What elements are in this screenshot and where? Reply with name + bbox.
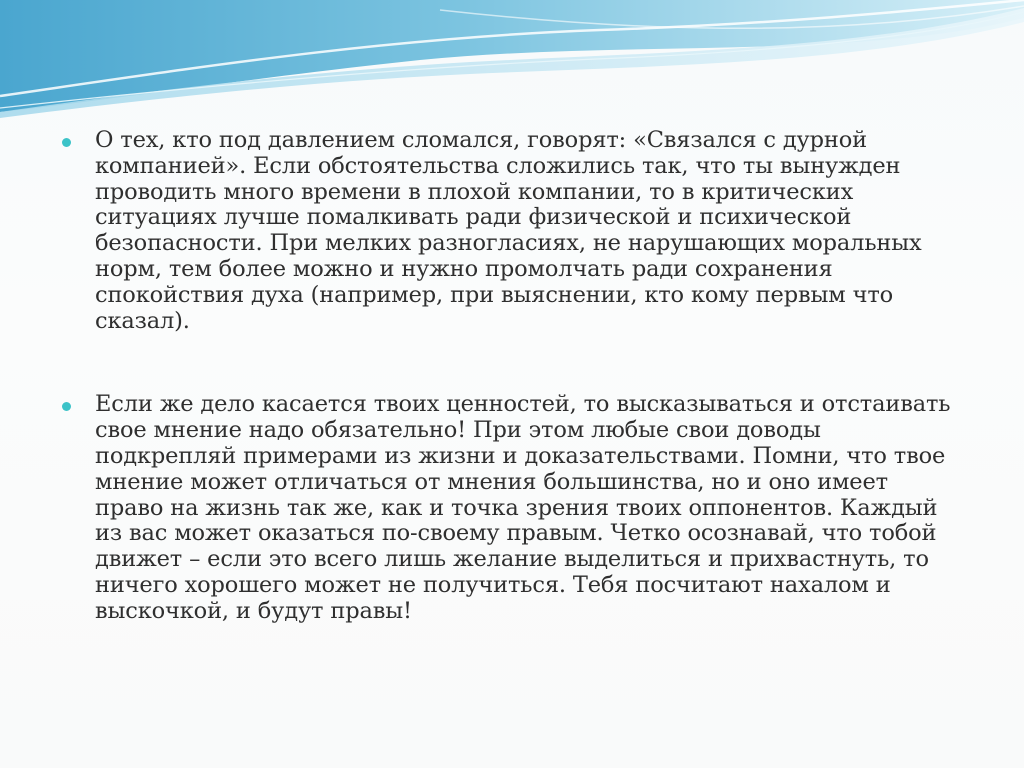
decorative-wave-header [0,0,1024,120]
bullet-paragraph-2 [62,392,962,624]
round-bullet-icon [62,402,71,411]
slide-content [62,128,962,625]
bullet-paragraph-1 [62,128,962,334]
paragraph-text: О тех, кто под давлением сломался, говорят: «Связался с дурной компанией». Если обстоятельства сложились так, что ты вынужден проводить много времени в плохой компании, то в критических ситуациях лучше помалкивать ради физической и психической безопасности. При мелких разногласиях, не нарушающих моральных норм, тем более можно и нужно промолчать ради сохранения спокойствия духа (например, при выяснении, кто кому первым что сказал). [95,127,922,334]
paragraph-text: Если же дело касается твоих ценностей, то высказываться и отстаивать свое мнение надо обязательно! При этом любые свои доводы подкрепляй примерами из жизни и доказательствами. Помни, что твое мнение может отличаться от мнения большинства, но и оно имеет право на жизнь так же, как и точка зрения твоих оппонентов. Каждый из вас может оказаться по-своему правым. Четко осознавай, что тобой движет – если это всего лишь желание выделиться и прихвастнуть, то ничего хорошего может не получиться. Тебя посчитают нахалом и выскочкой, и будут правы! [95,391,951,624]
round-bullet-icon [62,138,71,147]
